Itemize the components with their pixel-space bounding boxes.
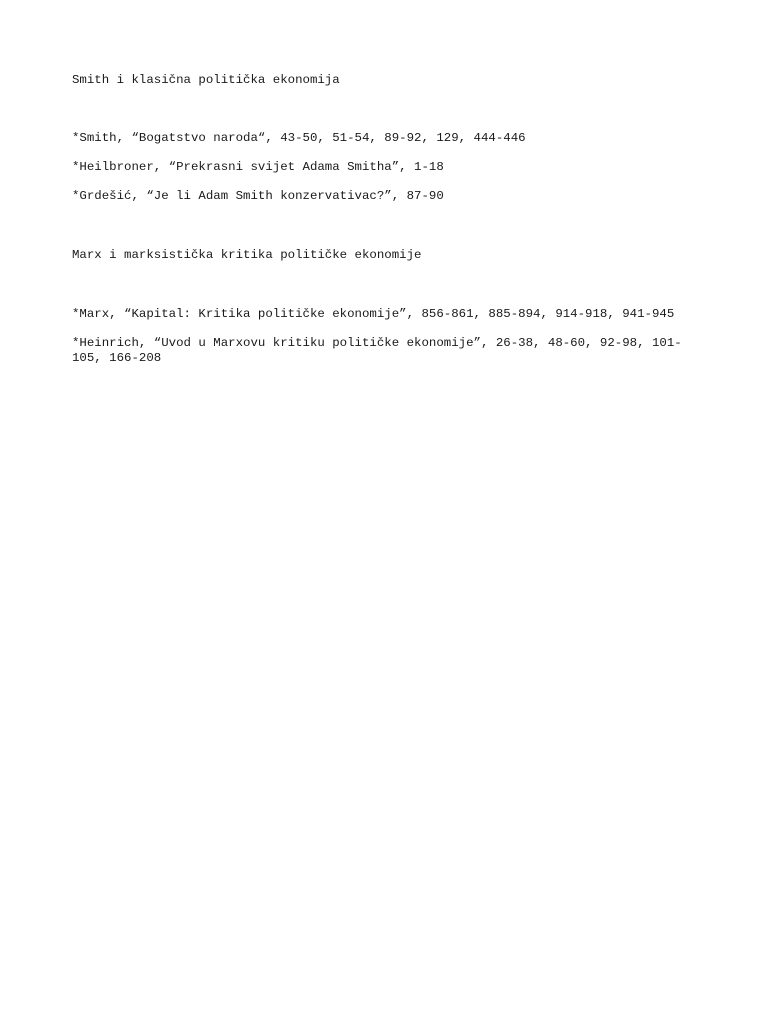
reading-item-grdesic: *Grdešić, “Je li Adam Smith konzervativac?”, 87-90 [72, 189, 444, 203]
reading-item-smith: *Smith, “Bogatstvo naroda“, 43-50, 51-54, 89-92, 129, 444-446 [72, 131, 526, 145]
section-heading-marx: Marx i marksistička kritika političke ekonomije [72, 248, 422, 262]
reading-item-marx: *Marx, “Kapital: Kritika političke ekonomije”, 856-861, 885-894, 914-918, 941-945 [72, 307, 675, 321]
reading-item-heilbroner: *Heilbroner, “Prekrasni svijet Adama Smitha”, 1-18 [72, 160, 444, 174]
reading-item-heinrich: *Heinrich, “Uvod u Marxovu kritiku političke ekonomije”, 26-38, 48-60, 92-98, 101-105, 166-208 [72, 336, 682, 365]
section-heading-smith: Smith i klasična politička ekonomija [72, 73, 340, 87]
